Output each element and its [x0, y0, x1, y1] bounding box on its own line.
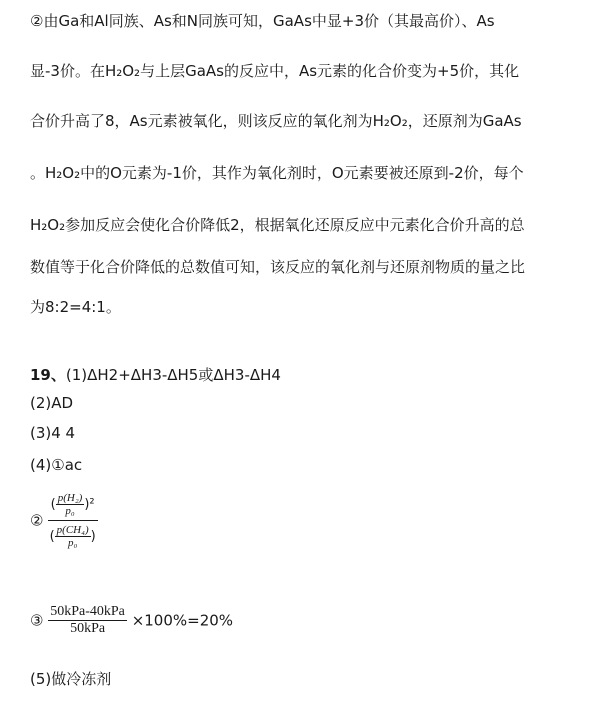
solution-19-part-3: (3)4 4	[30, 424, 76, 442]
solution-18-line-6: 数值等于化合价降低的总数值可知，该反应的氧化剂与还原剂物质的量之比	[30, 258, 526, 276]
ch4-fraction	[55, 524, 91, 549]
circled-2-marker: ②	[30, 511, 44, 530]
kp-denominator	[48, 521, 98, 549]
solution-19-part-4a: (4)①ac	[30, 456, 83, 474]
question-number: 19、	[30, 366, 66, 384]
solution-19-part-1	[30, 364, 281, 385]
circled-3-marker: ③	[30, 611, 44, 630]
paren-close: )	[90, 529, 96, 544]
h2-pressure: p(H₂)	[57, 492, 83, 504]
solution-18-line-1: ②由Ga和Al同族、As和N同族可知，GaAs中显+3价（其最高价）、As	[30, 12, 495, 30]
solution-18-line-5: H₂O₂参加反应会使化合价降低2，根据氧化还原反应中元素化合价升高的总	[30, 216, 525, 234]
solution-18-line-3: 合价升高了8，As元素被氧化，则该反应的氧化剂为H₂O₂，还原剂为GaAs	[30, 112, 522, 130]
solution-18-line-2: 显-3价。在H₂O₂与上层GaAs的反应中，As元素的化合价变为+5价，其化	[30, 62, 520, 80]
conversion-result: ×100%=20%	[131, 611, 234, 630]
reference-pressure: p₀	[65, 505, 75, 517]
paren-open: (	[49, 529, 55, 544]
part-1-text: (1)ΔH2+ΔH3-ΔH5或ΔH3-ΔH4	[65, 366, 281, 384]
kp-expression	[48, 492, 98, 549]
reference-pressure: p₀	[67, 537, 78, 549]
kp-numerator	[48, 492, 98, 521]
conversion-fraction	[48, 604, 127, 637]
paren-open: (	[50, 497, 56, 512]
solution-19-part-4b	[30, 492, 98, 549]
solution-19-part-2: (2)AD	[30, 394, 74, 412]
solution-18-line-4: 。H₂O₂中的O元素为-1价，其作为氧化剂时，O元素要被还原到-2价，每个	[30, 164, 524, 182]
solution-18-line-7: 为8:2=4:1。	[30, 298, 121, 316]
h2-fraction	[56, 492, 85, 517]
ch4-pressure: p(CH₄)	[56, 524, 89, 536]
conversion-numerator: 50kPa-40kPa	[50, 604, 125, 619]
conversion-denominator: 50kPa	[70, 621, 106, 636]
solution-19-part-5: (5)做冷冻剂	[30, 670, 112, 688]
paren-close-squared: )²	[84, 497, 95, 512]
solution-19-part-4c	[30, 604, 233, 637]
